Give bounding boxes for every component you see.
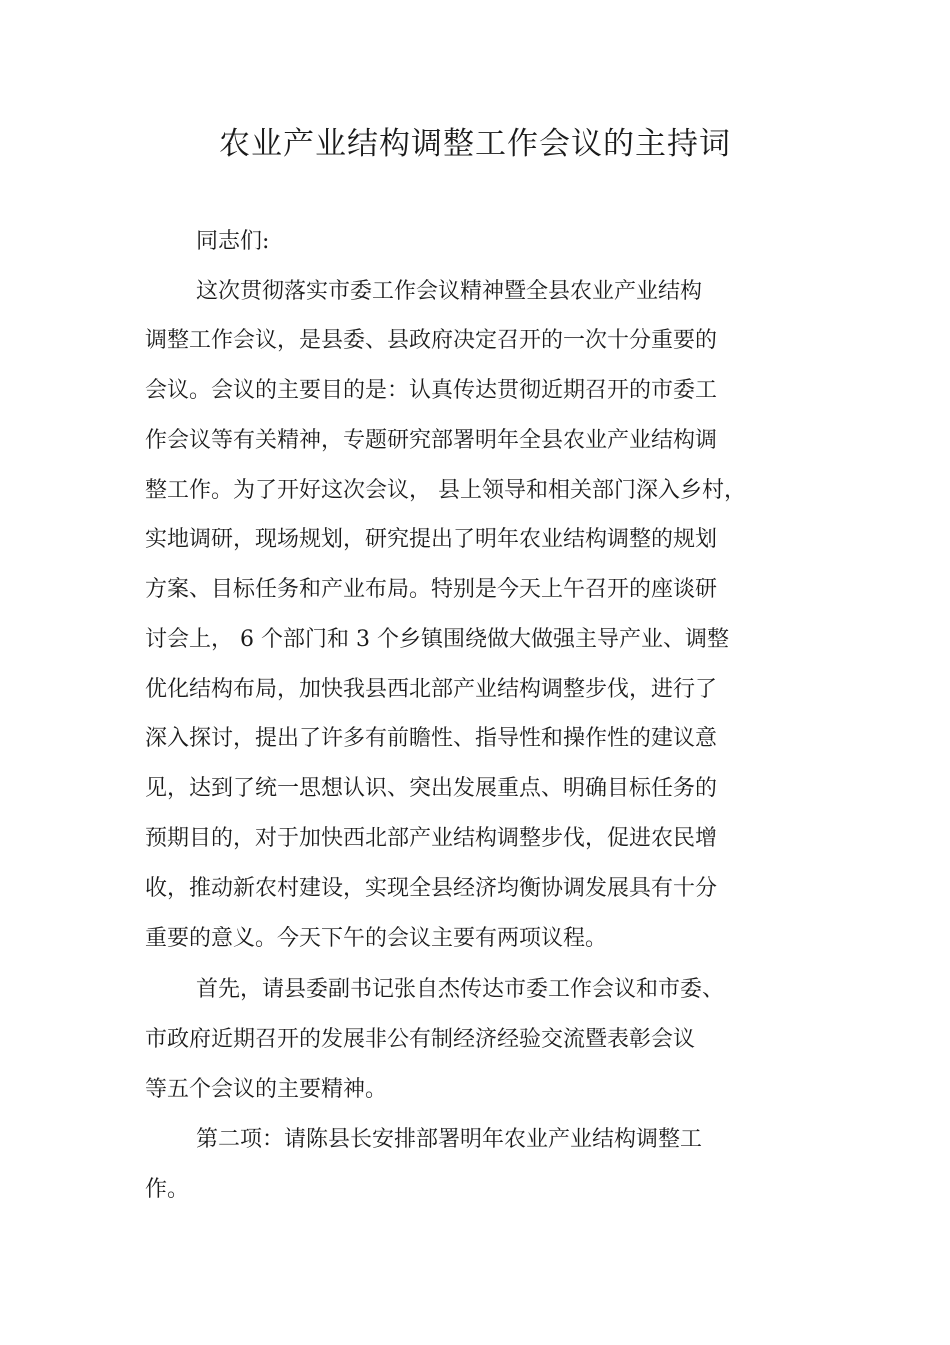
paragraph-1-line-13: 收，推动新农村建设，实现全县经济均衡协调发展具有十分	[145, 876, 718, 901]
paragraph-2-line-3: 等五个会议的主要精神。	[145, 1077, 388, 1102]
paragraph-1-line-1: 这次贯彻落实市委工作会议精神暨全县农业产业结构	[196, 279, 703, 304]
paragraph-1-line-12: 预期目的，对于加快西北部产业结构调整步伐，促进农民增	[145, 826, 718, 851]
paragraph-1-line-14: 重要的意义。今天下午的会议主要有两项议程。	[145, 926, 608, 951]
paragraph-1-line-8: 讨会上， 6 个部门和 3 个乡镇围绕做大做强主导产业、调整	[145, 627, 729, 652]
paragraph-1-line-6: 实地调研，现场规划，研究提出了明年农业结构调整的规划	[145, 527, 718, 552]
paragraph-1-line-9: 优化结构布局，加快我县西北部产业结构调整步伐，进行了	[145, 677, 718, 702]
paragraph-1-line-7: 方案、目标任务和产业布局。特别是今天上午召开的座谈研	[145, 577, 718, 602]
document-title: 农业产业结构调整工作会议的主持词	[219, 126, 731, 162]
paragraph-3-line-2: 作。	[145, 1177, 190, 1202]
paragraph-1-line-4: 作会议等有关精神，专题研究部署明年全县农业产业结构调	[145, 428, 718, 453]
paragraph-3-line-1: 第二项：请陈县长安排部署明年农业产业结构调整工	[196, 1127, 703, 1152]
paragraph-1-line-2: 调整工作会议，是县委、县政府决定召开的一次十分重要的	[145, 328, 718, 353]
paragraph-1-line-10: 深入探讨，提出了许多有前瞻性、指导性和操作性的建议意	[145, 726, 718, 751]
paragraph-1-line-5: 整工作。为了开好这次会议， 县上领导和相关部门深入乡村，	[145, 478, 746, 503]
paragraph-2-line-2: 市政府近期召开的发展非公有制经济经验交流暨表彰会议	[145, 1027, 696, 1052]
paragraph-1-line-3: 会议。会议的主要目的是：认真传达贯彻近期召开的市委工	[145, 378, 718, 403]
salutation: 同志们:	[196, 229, 270, 254]
paragraph-2-line-1: 首先，请县委副书记张自杰传达市委工作会议和市委、	[196, 977, 725, 1002]
paragraph-1-line-11: 见，达到了统一思想认识、突出发展重点、明确目标任务的	[145, 776, 718, 801]
